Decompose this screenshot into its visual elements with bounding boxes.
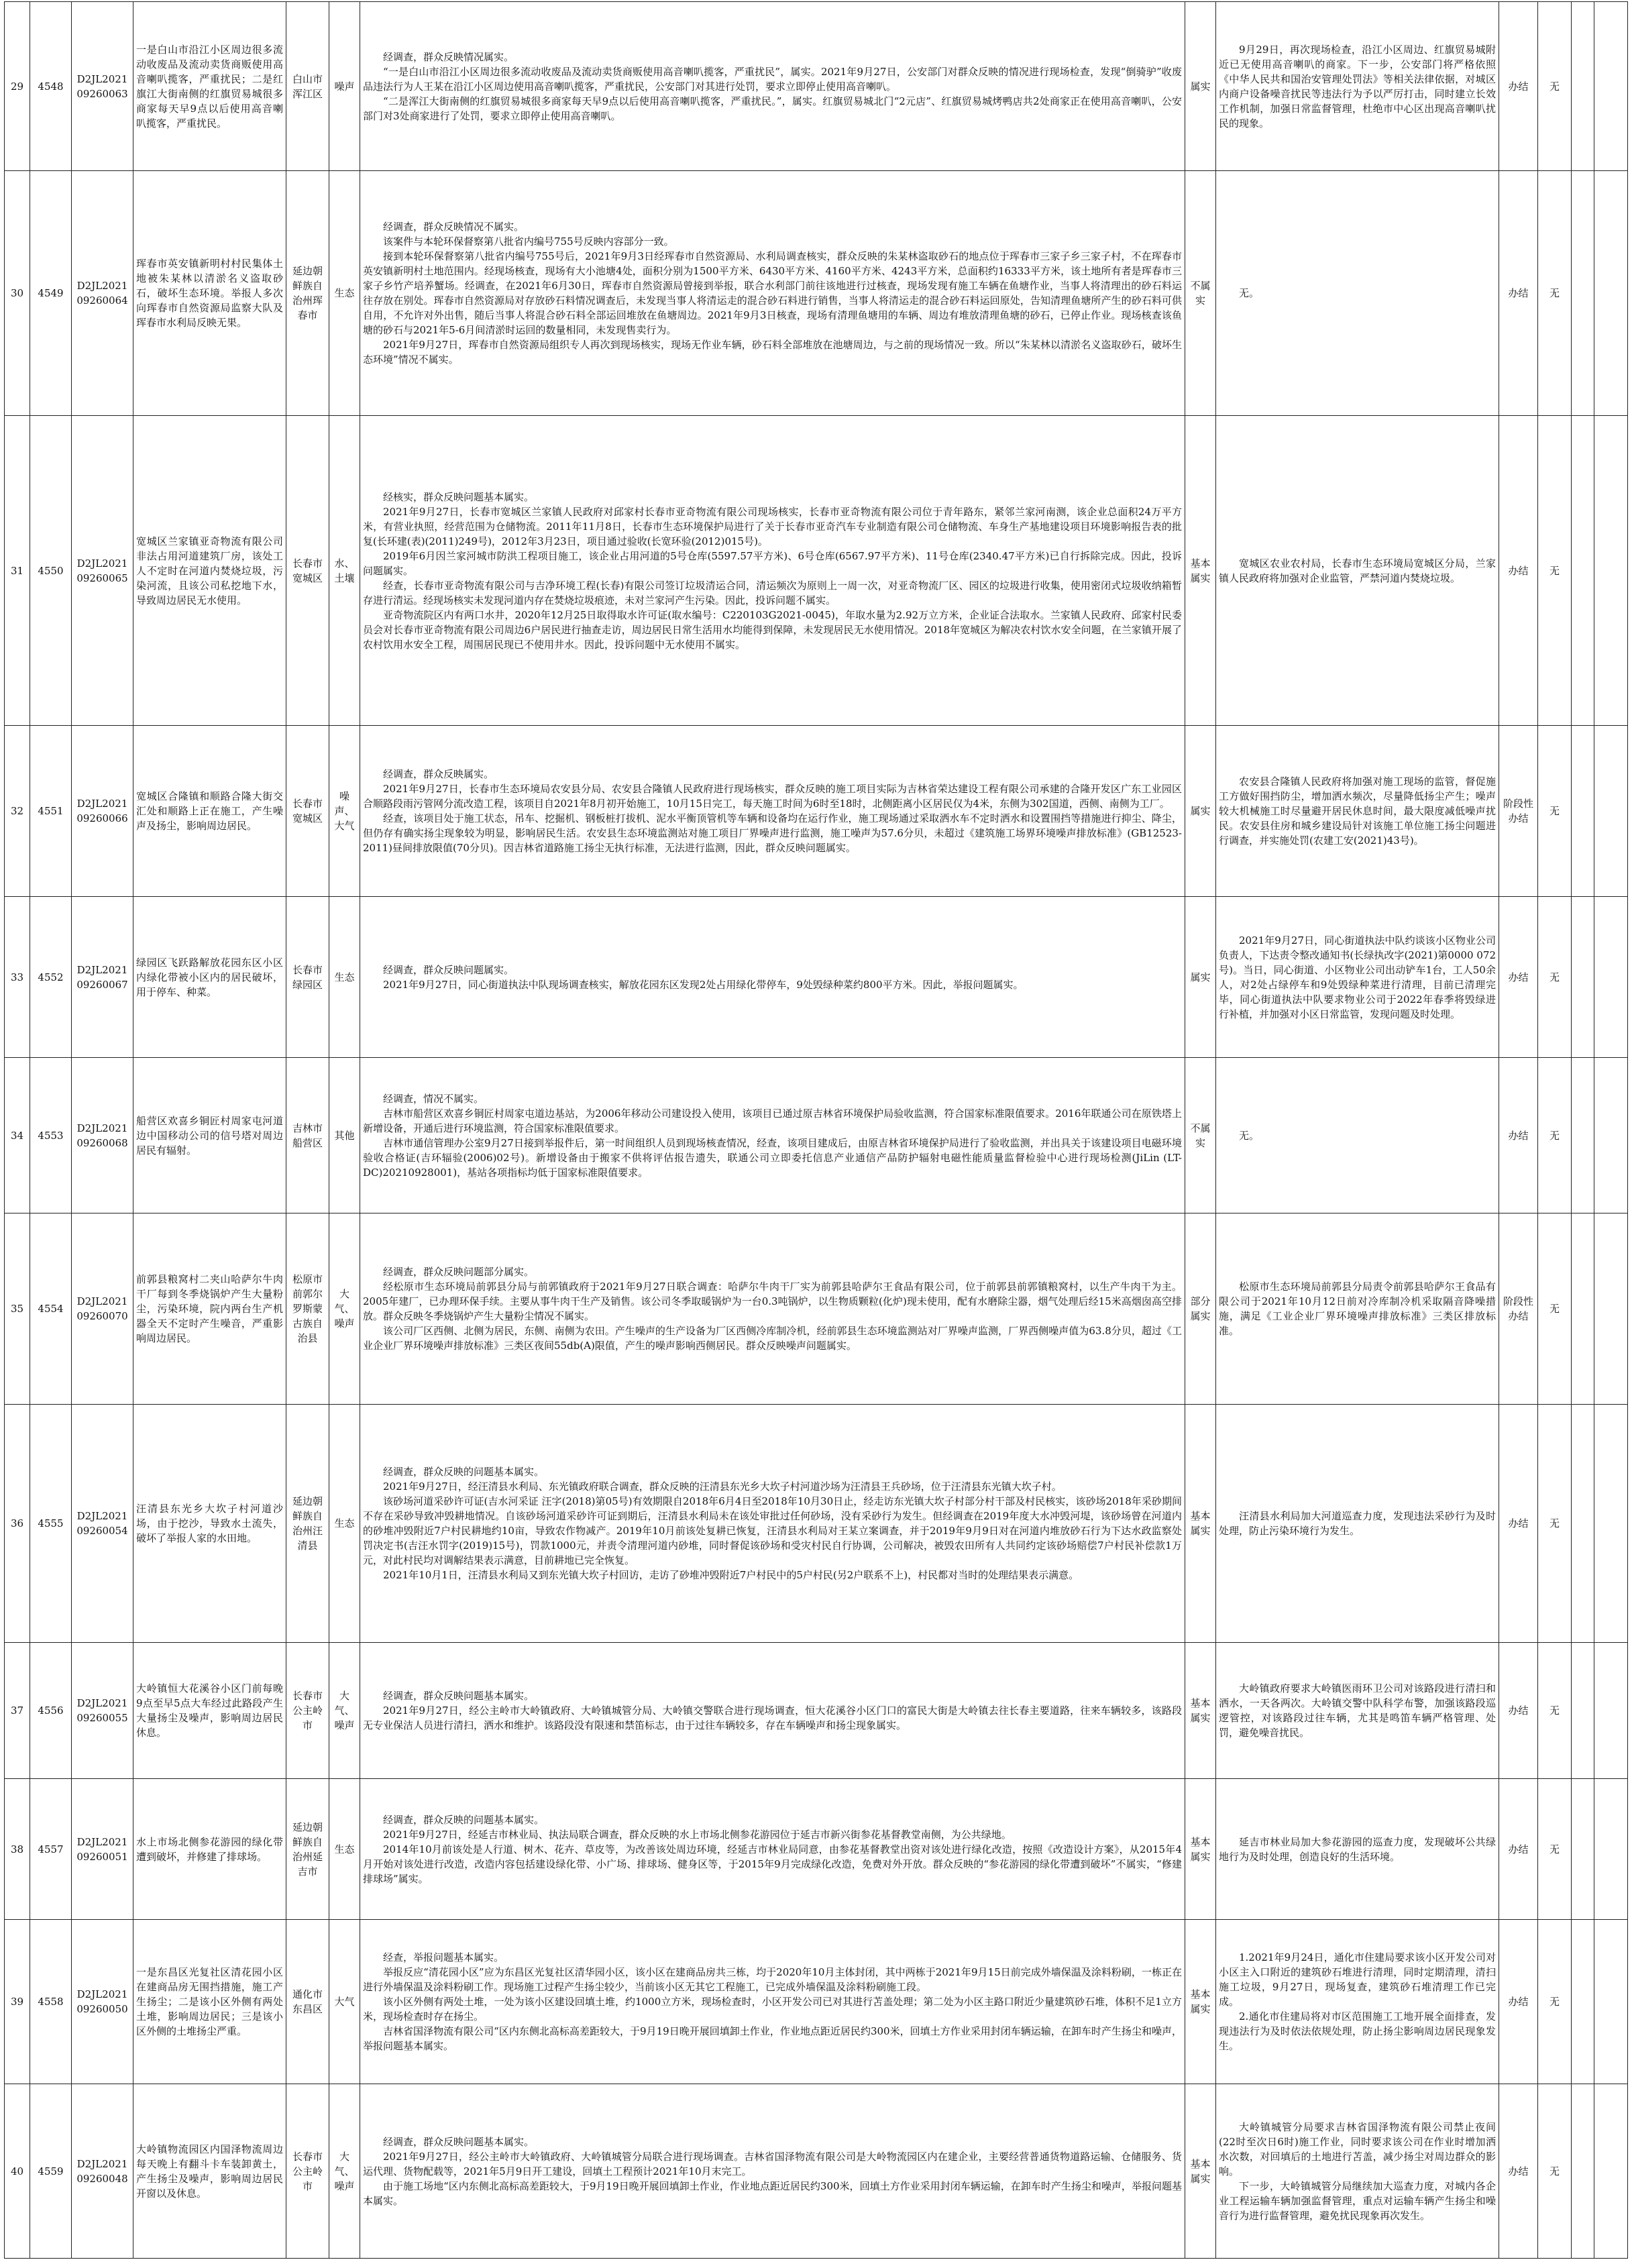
- row-accountability: 无: [1538, 1058, 1572, 1213]
- row-issue: 汪清县东光乡大坎子村河道沙场，由于挖沙，导致水土流失，破坏了举报人家的水田地。: [133, 1405, 286, 1643]
- row-accountability: 无: [1538, 1920, 1572, 2084]
- row-blank-cell: [1572, 2, 1594, 171]
- row-verdict: 基本属实: [1185, 1920, 1216, 2084]
- result-paragraph: 2021年9月27日，经延吉市林业局、执法局联合调查，群众反映的水上市场北侧参花游园位于延吉市新兴街参花基督教堂南侧，为公共绿地。: [383, 1828, 1012, 1841]
- row-number: 4551: [30, 726, 72, 897]
- row-verdict: 不属实: [1185, 171, 1216, 416]
- row-accountability: 无: [1538, 1643, 1572, 1779]
- table-row: [5, 726, 1628, 897]
- row-status: 办结: [1499, 1405, 1538, 1643]
- row-blank-cell: [1594, 1643, 1628, 1779]
- row-issue: 一是东昌区光复社区清花园小区在建商品房无围挡措施，施工产生扬尘；二是该小区外侧有两处土堆，影响周边居民；三是该小区外侧的土堆扬尘严重。: [133, 1920, 286, 2084]
- result-paragraph: 经核实，群众反映问题基本属实。: [383, 490, 535, 503]
- result-paragraph: 2021年9月27日，珲春市自然资源局组织专人再次到现场核实，现场无作业车辆，砂石料全部堆放在池塘周边，与之前的现场情况一致。所以“朱某林以清淤名义盗取砂石，破坏生态环境”情况不属实。: [363, 339, 1182, 366]
- row-blank-cell: [1594, 1213, 1628, 1405]
- row-verdict: 基本属实: [1185, 416, 1216, 726]
- handling-paragraph: 无。: [1239, 287, 1260, 299]
- result-paragraph: 接到本轮环保督察第八批省内编号755号后，2021年9月3日经珲春市自然资源局、水利局调查核实，群众反映的朱某林盗取砂石的地点位于珲春市三家子乡三家子村，不在珲春市英安镇新明村土地范围内。经现场核查，现场有大小池塘4处，面积分别为1500平方米、6430平方米、4160平方米、4243平方米，总面积约16333平方米，该土地所有者是珲春市三家子乡竹产培养蟹场。经调查，在2021年6月30日，珲春市自然资源局曾接到举报，联合水利部门前往该地进行过核查，现场发现有施工车辆在鱼塘作业，当事人将清理出的砂石料运往存放在别处。珲春市自然资源局对存放砂石料情况调查后，未发现当事人将清运走的混合砂石料进行销售，当事人将清运走的混合砂石料运回原处，告知清理鱼塘所产生的砂石料可供自用，不允许对外出售，随后当事人将混合砂石料全部运回堆放在鱼塘周边。2021年9月3日核查，现场有清理鱼塘用的车辆、周边有堆放清理鱼塘的砂石，已停止作业。现场核查该鱼塘的砂石与2021年5-6月间清淤时运回的数量相同，未发现售卖行为。: [363, 250, 1182, 336]
- result-paragraph: 2021年9月27日，经公主岭市大岭镇政府、大岭镇城管分局联合进行现场调查。吉林省国泽物流有限公司是大岭物流园区内在建企业，主要经营普通货物道路运输、仓储服务、货运代理、货物配载等，2021年5月9日开工建设，回填土工程预计2021年10月末完工。: [363, 2150, 1182, 2177]
- row-status: 办结: [1499, 2, 1538, 171]
- row-type: 噪声: [329, 2, 360, 171]
- row-number: 4550: [30, 416, 72, 726]
- table-row: [5, 1213, 1628, 1405]
- row-verdict: 基本属实: [1185, 1779, 1216, 1920]
- handling-paragraph: 延吉市林业局加大参花游园的巡查力度，发现破坏公共绿地行为及时处理，创造良好的生活环境。: [1219, 1835, 1496, 1863]
- row-verdict: 基本属实: [1185, 1405, 1216, 1643]
- row-accountability: 无: [1538, 1213, 1572, 1405]
- row-seq: 31: [5, 416, 30, 726]
- row-blank-cell: [1594, 726, 1628, 897]
- result-paragraph: 经查，该项目处于施工状态，吊车、挖掘机、钢板桩打拔机、泥水平衡顶管机等车辆和设备均在运行作业，施工现场通过采取洒水车不定时洒水和设置围挡等措施进行抑尘、降尘，但仍存有确实扬尘现象较为明显，影响居民生活。农安县生态环境监测站对施工项目厂界噪声进行监测，施工噪声为57.6分贝，未超过《建筑施工场界环境噪声排放标准》(GB12523-2011)昼间排放限值(70分贝)。因吉林省道路施工扬尘无执行标准，无法进行监测，因此，群众反映问题属实。: [363, 812, 1182, 854]
- row-status: 办结: [1499, 1779, 1538, 1920]
- handling-paragraph: 大岭镇城管分局要求吉林省国泽物流有限公司禁止夜间(22时至次日6时)施工作业，同时要求该公司在作业时增加洒水次数，对回填后的土地进行苫盖，减少扬尘对周边群众的影响。: [1219, 2120, 1496, 2177]
- row-issue: 珲春市英安镇新明村村民集体土地被朱某林以清淤名义盗取砂石，破坏生态环境。举报人多次向珲春市自然资源局监察大队及珲春市水利局反映无果。: [133, 171, 286, 416]
- result-paragraph: 经调查，群众反映问题属实。: [383, 963, 514, 976]
- row-issue: 一是白山市沿江小区周边很多流动收废品及流动卖货商贩使用高音喇叭揽客，严重扰民；二是红旗江大街南侧的红旗贸易城很多商家每天早9点以后使用高音喇叭揽客，严重扰民。: [133, 2, 286, 171]
- row-accountability: 无: [1538, 2084, 1572, 2259]
- result-paragraph: 该小区外侧有两处土堆，一处为该小区建设回填土堆，约1000立方米，现场检查时，小区开发公司已对其进行苫盖处理；第二处为小区主路口附近少量建筑砂石堆，体积不足1立方米，现场检查时存在扬尘。: [363, 1996, 1182, 2022]
- table-row: [5, 171, 1628, 416]
- row-blank-cell: [1594, 2084, 1628, 2259]
- row-seq: 40: [5, 2084, 30, 2259]
- row-seq: 38: [5, 1779, 30, 1920]
- handling-paragraph: 1.2021年9月24日，通化市住建局要求该小区开发公司对小区主入口附近的建筑砂石堆进行清理，同时定期清理，清扫施工垃圾，9月27日，现场复查，建筑砂石堆清理工作已完成。: [1219, 1951, 1496, 2008]
- row-blank-cell: [1594, 897, 1628, 1058]
- row-number: 4558: [30, 1920, 72, 2084]
- row-type: 大气、噪声: [329, 1213, 360, 1405]
- result-paragraph: 2021年9月27日，长春市生态环境局农安县分局、农安县合隆镇人民政府进行现场核实，群众反映的施工项目实际为吉林省荣达建设工程有限公司承建的合隆开发区广东工业园区合顺路段雨污管网分流改造工程，该项目自2021年8月初开始施工，10月15日完工，每天施工时间为6时至18时，北侧距离小区居民仅为4米，东侧为302国道，西侧、南侧为工厂。: [363, 783, 1182, 810]
- row-accountability: 无: [1538, 897, 1572, 1058]
- result-paragraph: 经调查，群众反映情况不属实。: [383, 221, 525, 233]
- result-paragraph: 2014年10月前该处是人行道、树木、花卉、草皮等，为改善该处周边环境，经延吉市林业局同意，由参花基督教堂出资对该处进行绿化改造，按照《改造设计方案》，从2015年4月开始对该处进行改造，改造内容包括建设绿化带、小广场、排球场、健身区等，于2015年9月完成绿化改造，免费对外开放。群众反映的“参花游园的绿化带遭到破坏”不属实，“修建排球场”属实。: [363, 1843, 1182, 1885]
- row-seq: 39: [5, 1920, 30, 2084]
- row-result: [360, 2, 1185, 171]
- row-verdict: 基本属实: [1185, 2084, 1216, 2259]
- result-paragraph: 经调查，群众反映的问题基本属实。: [383, 1466, 545, 1478]
- row-code: D2JL2021 09260067: [72, 897, 133, 1058]
- result-paragraph: 该公司厂区西侧、北侧为居民，东侧、南侧为农田。产生噪声的生产设备为厂区西侧冷库制冷机，经前郭县生态环境监测站对厂界噪声监测，厂界西侧噪声值为63.8分贝，超过《工业企业厂界环境噪声排放标准》三类区夜间55db(A)限值，产生的噪声影响西侧居民。群众反映噪声问题属实。: [363, 1325, 1182, 1352]
- row-status: 阶段性办结: [1499, 726, 1538, 897]
- row-area: 延边朝鲜族自治州珲春市: [286, 171, 329, 416]
- row-blank-cell: [1572, 1213, 1594, 1405]
- result-paragraph: 经查，长春市亚奇物流有限公司与吉净环境工程(长春)有限公司签订垃圾清运合同，清运频次为原则上一周一次，对亚奇物流厂区、园区的垃圾进行收集，使用密闭式垃圾收纳箱暂存进行清运。经现场核实未发现河道内存在焚烧垃圾痕迹，未对兰家河产生污染。因此，投诉问题不属实。: [363, 579, 1182, 606]
- row-area: 延边朝鲜族自治州延吉市: [286, 1779, 329, 1920]
- row-type: 生态: [329, 1405, 360, 1643]
- row-blank-cell: [1594, 1058, 1628, 1213]
- result-paragraph: 2021年9月27日，经公主岭市大岭镇政府、大岭镇城管分局、大岭镇交警联合进行现场调查，恒大花溪谷小区门口的富民大街是大岭镇去往长春主要道路，往来车辆较多，该路段无专业保洁人员进行清扫，洒水和维护。该路段没有限速和禁笛标志，由于过往车辆较多，存在车辆噪声和扬尘现象属实。: [363, 1705, 1182, 1731]
- row-status: 办结: [1499, 2084, 1538, 2259]
- row-accountability: 无: [1538, 1405, 1572, 1643]
- row-status: 办结: [1499, 1920, 1538, 2084]
- row-type: 大气、噪声: [329, 1643, 360, 1779]
- row-area: 长春市绿园区: [286, 897, 329, 1058]
- row-result: [360, 1643, 1185, 1779]
- row-area: 长春市公主岭市: [286, 2084, 329, 2259]
- row-handling: [1216, 1405, 1499, 1643]
- row-blank-cell: [1572, 1405, 1594, 1643]
- row-blank-cell: [1594, 1779, 1628, 1920]
- row-handling: [1216, 726, 1499, 897]
- row-area: 长春市宽城区: [286, 416, 329, 726]
- row-code: D2JL2021 09260064: [72, 171, 133, 416]
- row-code: D2JL2021 09260068: [72, 1058, 133, 1213]
- row-accountability: 无: [1538, 726, 1572, 897]
- row-accountability: 无: [1538, 1779, 1572, 1920]
- handling-paragraph: 2.通化市住建局将对市区范围施工工地开展全面排查，发现违法行为及时依法依规处理，防止扬尘影响周边居民现象发生。: [1219, 2010, 1496, 2052]
- row-type: 水、土壤: [329, 416, 360, 726]
- handling-paragraph: 汪清县水利局加大河道巡查力度，发现违法采砂行为及时处理，防止污染环境行为发生。: [1219, 1510, 1496, 1537]
- handling-paragraph: 松原市生态环境局前郭县分局责令前郭县哈萨尔王食品有限公司于2021年10月12日前对冷库制冷机采取隔音降噪措施，满足《工业企业厂界环境噪声排放标准》三类区排放标准。: [1219, 1281, 1496, 1337]
- row-code: D2JL2021 09260054: [72, 1405, 133, 1643]
- row-blank-cell: [1572, 416, 1594, 726]
- result-paragraph: 2021年9月27日，经汪清县水利局、东光镇政府联合调查，群众反映的汪清县东光乡大坎子村河道沙场为汪清县王兵砂场，位于汪清县东光镇大坎子村。: [383, 1480, 1062, 1493]
- row-result: [360, 726, 1185, 897]
- result-paragraph: 经松原市生态环境局前郭县分局与前郭镇政府于2021年9月27日联合调查：哈萨尔牛肉干厂实为前郭县哈萨尔王食品有限公司，位于前郭县前郭镇粮窝村，以生产牛肉干为主。2005年建厂，已办理环保手续。主要从事牛肉干生产及销售。该公司冬季取暖锅炉为一台0.3吨锅炉，以生物质颗粒(化炉)现未使用，配有水磨除尘器，烟气处理后经15米高烟囱高空排放。群众反映冬季烧锅炉产生大量粉尘情况不属实。: [363, 1281, 1182, 1322]
- table-row: [5, 1058, 1628, 1213]
- row-area: 松原市前郭尔罗斯蒙古族自治县: [286, 1213, 329, 1405]
- row-verdict: 部分属实: [1185, 1213, 1216, 1405]
- row-number: 4554: [30, 1213, 72, 1405]
- row-blank-cell: [1572, 1779, 1594, 1920]
- row-code: D2JL2021 09260048: [72, 2084, 133, 2259]
- row-blank-cell: [1572, 2084, 1594, 2259]
- row-code: D2JL2021 09260065: [72, 416, 133, 726]
- row-handling: [1216, 416, 1499, 726]
- row-verdict: 属实: [1185, 897, 1216, 1058]
- row-seq: 33: [5, 897, 30, 1058]
- handling-paragraph: 农安县合隆镇人民政府将加强对施工现场的监管，督促施工方做好围挡防尘，增加洒水频次，尽量降低扬尘产生；噪声较大机械施工时尽量避开居民休息时间，最大限度减低噪声扰民。农安县住房和城乡建设局针对该施工单位施工扬尘问题进行调查，并实施处罚(农建工安(2021)43号)。: [1219, 775, 1496, 847]
- result-paragraph: 2019年6月因兰家河城市防洪工程项目施工，该企业占用河道的5号仓库(5597.57平方米)、6号仓库(6567.97平方米)、11号仓库(2340.47平方米)已自行拆除完成。因此，投诉问题属实。: [363, 549, 1182, 577]
- table-row: [5, 416, 1628, 726]
- row-issue: 宽城区兰家镇亚奇物流有限公司非法占用河道建筑厂房，该处工人不定时在河道内焚烧垃圾，污染河流，且该公司私挖地下水，导致周边居民无水使用。: [133, 416, 286, 726]
- result-paragraph: 经调查，群众反映问题部分属实。: [383, 1266, 535, 1278]
- result-paragraph: 该案件与本轮环保督察第八批省内编号755号反映内容部分一致。: [383, 235, 674, 248]
- row-verdict: 属实: [1185, 726, 1216, 897]
- result-paragraph: 吉林省国泽物流有限公司“区内东侧北高标高差距较大，于9月19日晚开展回填卸土作业，作业地点距近居民约300米，回填土方作业采用封闭车辆运输，在卸车时产生扬尘和噪声，举报问题基本属实。: [363, 2025, 1182, 2052]
- row-blank-cell: [1594, 2, 1628, 171]
- result-paragraph: 经调查，群众反映问题基本属实。: [383, 1690, 535, 1702]
- row-number: 4557: [30, 1779, 72, 1920]
- row-accountability: 无: [1538, 2, 1572, 171]
- row-handling: [1216, 171, 1499, 416]
- row-area: 长春市宽城区: [286, 726, 329, 897]
- row-number: 4555: [30, 1405, 72, 1643]
- handling-paragraph: 无。: [1239, 1129, 1260, 1142]
- handling-paragraph: 2021年9月27日，同心街道执法中队约谈该小区物业公司负责人，下达责令整改通知书(长绿执改字(2021)第0000 072号)。当日，同心街道、小区物业公司出动铲车1台，工人50余人，对2处占绿停车和9处毁绿种菜进行清理，目前已清理完毕，同心街道执法中队要求物业公司于2022年春季将毁绿进行补植，并加强对小区日常监管，发现问题及时处理。: [1219, 934, 1496, 1020]
- result-paragraph: 经调查，群众反映的问题基本属实。: [383, 1813, 545, 1826]
- row-area: 延边朝鲜族自治州汪清县: [286, 1405, 329, 1643]
- row-handling: [1216, 1779, 1499, 1920]
- row-blank-cell: [1572, 171, 1594, 416]
- row-number: 4549: [30, 171, 72, 416]
- row-blank-cell: [1594, 1405, 1628, 1643]
- row-type: 生态: [329, 171, 360, 416]
- handling-paragraph: 宽城区农业农村局，长春市生态环境局宽城区分局，兰家镇人民政府将加强对企业监管，严禁河道内焚烧垃圾。: [1219, 557, 1496, 584]
- row-number: 4553: [30, 1058, 72, 1213]
- row-result: [360, 2084, 1185, 2259]
- row-status: 阶段性办结: [1499, 1213, 1538, 1405]
- row-code: D2JL2021 09260051: [72, 1779, 133, 1920]
- handling-paragraph: 大岭镇政府要求大岭镇医雨环卫公司对该路段进行清扫和洒水，一天各两次。大岭镇交警中队科学布警，加强该路段巡逻管控，对该路段过往车辆，尤其是鸣笛车辆严格管理、处罚，避免噪音扰民。: [1219, 1682, 1496, 1739]
- row-result: [360, 1920, 1185, 2084]
- row-seq: 30: [5, 171, 30, 416]
- row-seq: 35: [5, 1213, 30, 1405]
- row-handling: [1216, 1643, 1499, 1779]
- row-accountability: 无: [1538, 171, 1572, 416]
- result-paragraph: “一是白山市沿江小区周边很多流动收废品及流动卖货商贩使用高音喇叭揽客，严重扰民”，属实。2021年9月27日，公安部门对群众反映的情况进行现场检查，发现“倒骑驴”收废品违法行为人王某在沿江小区周边使用高音喇叭揽客，严重扰民，公安部门对其进行处罚，要求立即停止使用高音喇叭。: [363, 65, 1182, 93]
- result-paragraph: 吉林市船营区欢喜乡铜匠村周家屯道边基站，为2006年移动公司建设投入使用，该项目已通过原吉林省环境保护局验收监测，符合国家标准限值要求。2016年联通公司在原铁塔上新增设备，开通后进行环境监测，符合国家标准限值要求。: [363, 1107, 1182, 1134]
- row-result: [360, 1058, 1185, 1213]
- row-issue: 大岭镇物流园区内国泽物流周边每天晚上有翻斗卡车装卸黄土，产生扬尘及噪声，影响周边居民开窗以及休息。: [133, 2084, 286, 2259]
- row-accountability: 无: [1538, 416, 1572, 726]
- row-number: 4552: [30, 897, 72, 1058]
- row-handling: [1216, 897, 1499, 1058]
- row-verdict: 属实: [1185, 2, 1216, 171]
- row-type: 噪声、大气: [329, 726, 360, 897]
- table-row: [5, 2084, 1628, 2259]
- row-status: 办结: [1499, 897, 1538, 1058]
- table-row: [5, 2, 1628, 171]
- row-type: 生态: [329, 1779, 360, 1920]
- result-paragraph: 2021年9月27日，同心街道执法中队现场调查核实，解放花园东区发现2处占用绿化带停车，9处毁绿种菜约800平方米。因此，举报问题属实。: [383, 978, 1024, 991]
- row-seq: 36: [5, 1405, 30, 1643]
- row-handling: [1216, 1058, 1499, 1213]
- row-type: 大气: [329, 1920, 360, 2084]
- row-number: 4548: [30, 2, 72, 171]
- row-blank-cell: [1572, 1058, 1594, 1213]
- result-paragraph: 亚奇物流院区内有两口水井，2020年12月25日取得取水许可证(取水编号：C220103G2021-0045)，年取水量为2.92万立方米，企业证合法取水。兰家镇人民政府、邱家村民委员会对长春市亚奇物流有限公司周边6户居民进行抽查走访，周边居民日常生活用水均能得到保障，未发现居民无水使用情况。2018年宽城区为解决农村饮水安全问题，在兰家镇开展了农村饮用水安全工程，周围居民现已不使用井水。因此，投诉问题中无水使用不属实。: [363, 608, 1182, 651]
- row-seq: 29: [5, 2, 30, 171]
- result-paragraph: 经查，举报问题基本属实。: [383, 1951, 504, 1963]
- row-result: [360, 416, 1185, 726]
- result-paragraph: 经调查，群众反映属实。: [383, 768, 494, 780]
- result-paragraph: 该砂场河道采砂许可证(吉水河采证 汪字(2018)第05号)有效期限自2018年6月4日至2018年10月30日止，经走访东光镇大坎子村部分村干部及村民核实，该砂场2018年采砂期间不存在采砂导致冲毁耕地情况。自该砂场河道采砂许可证到期后，汪清县水利局未在该处审批过任何砂场，没有采砂行为发生。但经调查在2019年度大水冲毁河堤，该砂场曾在河道内的砂堆冲毁附近7户村民耕地约10亩，导致农作物减产。2019年10月前该处复耕已恢复，汪清县水利局对王某立案调查，并于2019年9月9日对在河道内堆放砂石行为下达水政监察处罚决定书(吉汪水罚字(2019)15号)，罚款1000元，并责令清理河道内砂堆，同时督促该砂场和受灾村民自行协调，公司解决，被毁农田所有人共同约定该砂场赔偿7户村民补偿款1万元，对此村民均对调解结果表示满意，目前耕地已完全恢复。: [363, 1495, 1182, 1566]
- row-number: 4559: [30, 2084, 72, 2259]
- result-paragraph: 经调查，情况不属实。: [383, 1092, 484, 1105]
- row-status: 办结: [1499, 1643, 1538, 1779]
- row-issue: 大岭镇恒大花溪谷小区门前每晚9点至早5点大车经过此路段产生大量扬尘及噪声，影响周边居民休息。: [133, 1643, 286, 1779]
- row-blank-cell: [1572, 897, 1594, 1058]
- row-blank-cell: [1594, 171, 1628, 416]
- row-blank-cell: [1572, 1643, 1594, 1779]
- row-area: 长春市公主岭市: [286, 1643, 329, 1779]
- result-paragraph: 由于施工场地“区内东侧北高标高差距较大，于9月19日晚开展回填卸土作业，作业地点距近居民约300米，回填土方作业采用封闭车辆运输，在卸车时产生扬尘和噪声，举报问题基本属实。: [363, 2179, 1182, 2207]
- row-handling: [1216, 1213, 1499, 1405]
- result-paragraph: 经调查，群众反映情况属实。: [383, 50, 514, 63]
- result-paragraph: 举报反应“清花园小区”应为东昌区光复社区清华园小区，该小区在建商品房共三栋，均于2020年10月主体封闭，其中两栋于2021年9月15日前完成外墙保温及涂料粉刷，一栋正在进行外墙保温及涂料粉刷工作。现场施工过程产生扬尘较少，当前该小区无其它工程施工，已完成外墙保温及涂料粉刷施工段。: [363, 1966, 1182, 1993]
- result-paragraph: 吉林市通信管理办公室9月27日接到举报件后，第一时间组织人员到现场核查情况，经查，该项目建成后，由原吉林省环境保护局进行了验收监测，并出具关于该建设项目电磁环境验收合格证(吉环辐验(2006)02号)。新增设备由于搬家不供将评估报告遗失，联通公司立即委托信息产业通信产品防护辐射电磁性能质量监督检验中心进行现场检测(JiLin (LT-DC)20210928001)，基站各项指标均低于国家标准限值要求。: [363, 1136, 1182, 1179]
- result-paragraph: 经调查，群众反映问题基本属实。: [383, 2135, 535, 2148]
- row-issue: 前郭县粮窝村二夹山哈萨尔牛肉干厂每到冬季烧锅炉产生大量粉尘，污染环境，院内两台生产机器全天不定时产生噪音，严重影响周边居民。: [133, 1213, 286, 1405]
- result-paragraph: “二是浑江大街南侧的红旗贸易城很多商家每天早9点以后使用高音喇叭揽客，严重扰民。”，属实。红旗贸易城北门“2元店”、红旗贸易城烤鸭店共2处商家正在使用高音喇叭，公安部门对3处商家进行了处罚，要求立即停止使用高音喇叭。: [363, 95, 1182, 122]
- row-status: 办结: [1499, 171, 1538, 416]
- row-seq: 34: [5, 1058, 30, 1213]
- row-code: D2JL2021 09260050: [72, 1920, 133, 2084]
- row-code: D2JL2021 09260055: [72, 1643, 133, 1779]
- table-row: [5, 1779, 1628, 1920]
- handling-paragraph: 9月29日，再次现场检查，沿江小区周边、红旗贸易城附近已无使用高音喇叭的商家。下一步，公安部门将严格依照《中华人民共和国治安管理处罚法》等相关法律依据，对城区内商户设备噪音扰民等违法行为予以严厉打击，同时建立长效工作机制，加强日常监督管理，杜绝市中心区出现高音喇叭扰民的现象。: [1219, 43, 1496, 129]
- row-status: 办结: [1499, 416, 1538, 726]
- row-result: [360, 171, 1185, 416]
- result-paragraph: 2021年9月27日，长春市宽城区兰家镇人民政府对邱家村长春市亚奇物流有限公司现场核实，长春市亚奇物流有限公司位于青年路东，紧邻兰家河南测，该企业总面积24万平方米，有营业执照，经营范围为仓储物流。2011年11月8日，长春市生态环境保护局进行了关于长春市亚奇汽车专业制造有限公司仓储物流、车身生产基地建设项目环境影响报告表的批复(长环建(表)(2011)249号)，2012年3月23日，项目通过验收(长宽环验(2012)015号)。: [363, 505, 1182, 547]
- row-area: 吉林市船营区: [286, 1058, 329, 1213]
- row-area: 白山市浑江区: [286, 2, 329, 171]
- row-code: D2JL2021 09260063: [72, 2, 133, 171]
- row-result: [360, 897, 1185, 1058]
- row-result: [360, 1779, 1185, 1920]
- table-row: [5, 1643, 1628, 1779]
- row-issue: 水上市场北侧参花游园的绿化带遭到破坏，并修建了排球场。: [133, 1779, 286, 1920]
- row-handling: [1216, 2084, 1499, 2259]
- row-verdict: 不属实: [1185, 1058, 1216, 1213]
- row-type: 其他: [329, 1058, 360, 1213]
- row-code: D2JL2021 09260070: [72, 1213, 133, 1405]
- row-blank-cell: [1572, 1920, 1594, 2084]
- table-row: [5, 1920, 1628, 2084]
- row-seq: 32: [5, 726, 30, 897]
- row-type: 大气、噪声: [329, 2084, 360, 2259]
- row-result: [360, 1405, 1185, 1643]
- row-blank-cell: [1572, 726, 1594, 897]
- row-issue: 宽城区合隆镇和顺路合隆大街交汇处和顺路上正在施工，产生噪声及扬尘，影响周边居民。: [133, 726, 286, 897]
- row-issue: 绿园区飞跃路解放花园东区小区内绿化带被小区内的居民破坏，用于停车、种菜。: [133, 897, 286, 1058]
- table-row: [5, 1405, 1628, 1643]
- row-handling: [1216, 2, 1499, 171]
- row-result: [360, 1213, 1185, 1405]
- row-handling: [1216, 1920, 1499, 2084]
- row-status: 办结: [1499, 1058, 1538, 1213]
- handling-paragraph: 下一步，大岭镇城管分局继续加大巡查力度，对城内各企业工程运输车辆加强监督管理，重点对运输车辆产生扬尘和噪音行为进行监督管理，避免扰民现象再次发生。: [1219, 2179, 1496, 2222]
- row-type: 生态: [329, 897, 360, 1058]
- row-code: D2JL2021 09260066: [72, 726, 133, 897]
- complaint-table: [4, 1, 1628, 2259]
- table-row: [5, 897, 1628, 1058]
- result-paragraph: 2021年10月1日，汪清县水利局又到东光镇大坎子村回访，走访了砂堆冲毁附近7户村民中的5户村民(另2户联系不上)，村民都对当时的处理结果表示满意。: [383, 1569, 1079, 1581]
- row-issue: 船营区欢喜乡铜匠村周家屯河道边中国移动公司的信号塔对周边居民有辐射。: [133, 1058, 286, 1213]
- row-area: 通化市东昌区: [286, 1920, 329, 2084]
- row-blank-cell: [1594, 416, 1628, 726]
- row-number: 4556: [30, 1643, 72, 1779]
- row-verdict: 基本属实: [1185, 1643, 1216, 1779]
- row-blank-cell: [1594, 1920, 1628, 2084]
- row-seq: 37: [5, 1643, 30, 1779]
